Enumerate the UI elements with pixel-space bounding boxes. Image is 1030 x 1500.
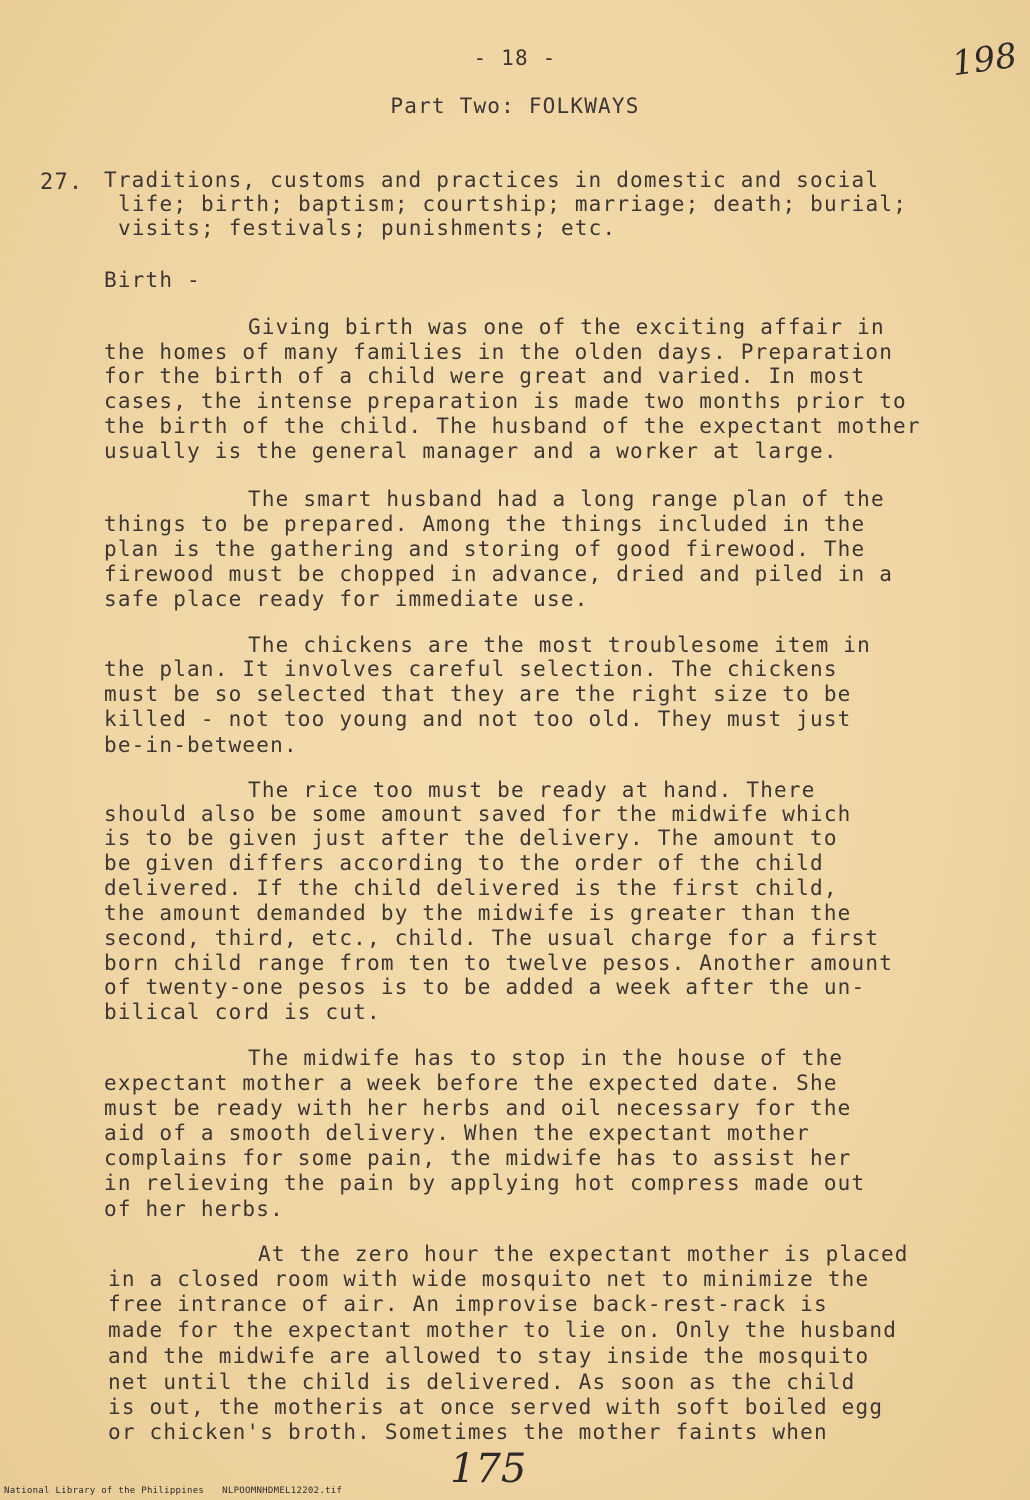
- paragraph-line: plan is the gathering and storing of good firewood. The: [104, 537, 866, 561]
- paragraph-line: bilical cord is cut.: [104, 1000, 381, 1024]
- paragraph-line: the birth of the child. The husband of the expectant mother: [104, 414, 921, 438]
- paragraph-line: the amount demanded by the midwife is greater than the: [104, 901, 852, 925]
- paragraph-line: is out, the motheris at once served with soft boiled egg: [108, 1395, 884, 1419]
- paragraph-line: free intrance of air. An improvise back-rest-rack is: [108, 1292, 828, 1316]
- paragraph-line: cases, the intense preparation is made two months prior to: [104, 389, 907, 413]
- paragraph-line: Giving birth was one of the exciting affair in: [248, 315, 885, 339]
- paragraph-line: for the birth of a child were great and varied. In most: [104, 364, 866, 388]
- paragraph-line: firewood must be chopped in advance, dried and piled in a: [104, 562, 894, 586]
- paragraph-line: delivered. If the child delivered is the first child,: [104, 876, 838, 900]
- paragraph-line: things to be prepared. Among the things included in the: [104, 512, 866, 536]
- paragraph-line: complains for some pain, the midwife has to assist her: [104, 1146, 852, 1170]
- paragraph-line: safe place ready for immediate use.: [104, 587, 589, 611]
- paragraph-line: should also be some amount saved for the midwife which: [104, 802, 852, 826]
- paragraph-line: At the zero hour the expectant mother is placed: [258, 1242, 909, 1266]
- section-title: Part Two: FOLKWAYS: [390, 94, 640, 118]
- handwritten-page-number: 198: [949, 35, 1020, 85]
- paragraph-line: must be ready with her herbs and oil necessary for the: [104, 1096, 852, 1120]
- item-number: 27.: [40, 170, 84, 195]
- paragraph-line: or chicken's broth. Sometimes the mother faints when: [108, 1420, 828, 1444]
- footer-library: National Library of the Philippines: [4, 1486, 205, 1496]
- paragraph-line: of twenty-one pesos is to be added a week after the un-: [104, 975, 866, 999]
- paragraph-line: killed - not too young and not too old. They must just: [104, 707, 852, 731]
- paragraph-line: The smart husband had a long range plan of the: [248, 487, 885, 511]
- footer-filename: NLPOOMNHDMEL12202.tif: [222, 1486, 343, 1496]
- paragraph-line: the homes of many families in the olden days. Preparation: [104, 340, 894, 364]
- paragraph-line: in a closed room with wide mosquito net to minimize the: [108, 1267, 870, 1291]
- paragraph-line: be given differs according to the order of the child: [104, 851, 824, 875]
- paragraph-line: The midwife has to stop in the house of the: [248, 1046, 844, 1070]
- paragraph-line: second, third, etc., child. The usual charge for a first: [104, 926, 880, 950]
- heading-line: Traditions, customs and practices in domestic and social: [104, 168, 880, 192]
- paragraph-line: the plan. It involves careful selection. The chickens: [104, 657, 838, 681]
- heading-line: life; birth; baptism; courtship; marriage; death; burial;: [118, 192, 908, 216]
- paragraph-line: The rice too must be ready at hand. There: [248, 778, 816, 802]
- paragraph-line: aid of a smooth delivery. When the expectant mother: [104, 1121, 810, 1145]
- heading-line: visits; festivals; punishments; etc.: [118, 216, 617, 240]
- paragraph-line: usually is the general manager and a worker at large.: [104, 439, 838, 463]
- paragraph-line: must be so selected that they are the right size to be: [104, 682, 852, 706]
- paragraph-line: of her herbs.: [104, 1197, 284, 1221]
- subheading-birth: Birth -: [104, 268, 201, 292]
- paragraph-line: made for the expectant mother to lie on. Only the husband: [108, 1318, 898, 1342]
- paragraph-line: born child range from ten to twelve pesos. Another amount: [104, 951, 894, 975]
- paragraph-line: in relieving the pain by applying hot compress made out: [104, 1171, 866, 1195]
- scan-footer: [4, 1486, 360, 1496]
- handwritten-folio-number: 175: [450, 1446, 527, 1492]
- paragraph-line: is to be given just after the delivery. The amount to: [104, 826, 838, 850]
- paragraph-line: The chickens are the most troublesome item in: [248, 633, 871, 657]
- paragraph-line: be-in-between.: [104, 733, 298, 757]
- paragraph-line: expectant mother a week before the expected date. She: [104, 1071, 838, 1095]
- paragraph-line: and the midwife are allowed to stay inside the mosquito: [108, 1344, 870, 1368]
- paragraph-line: net until the child is delivered. As soon as the child: [108, 1370, 856, 1394]
- page-number: - 18 -: [473, 46, 557, 70]
